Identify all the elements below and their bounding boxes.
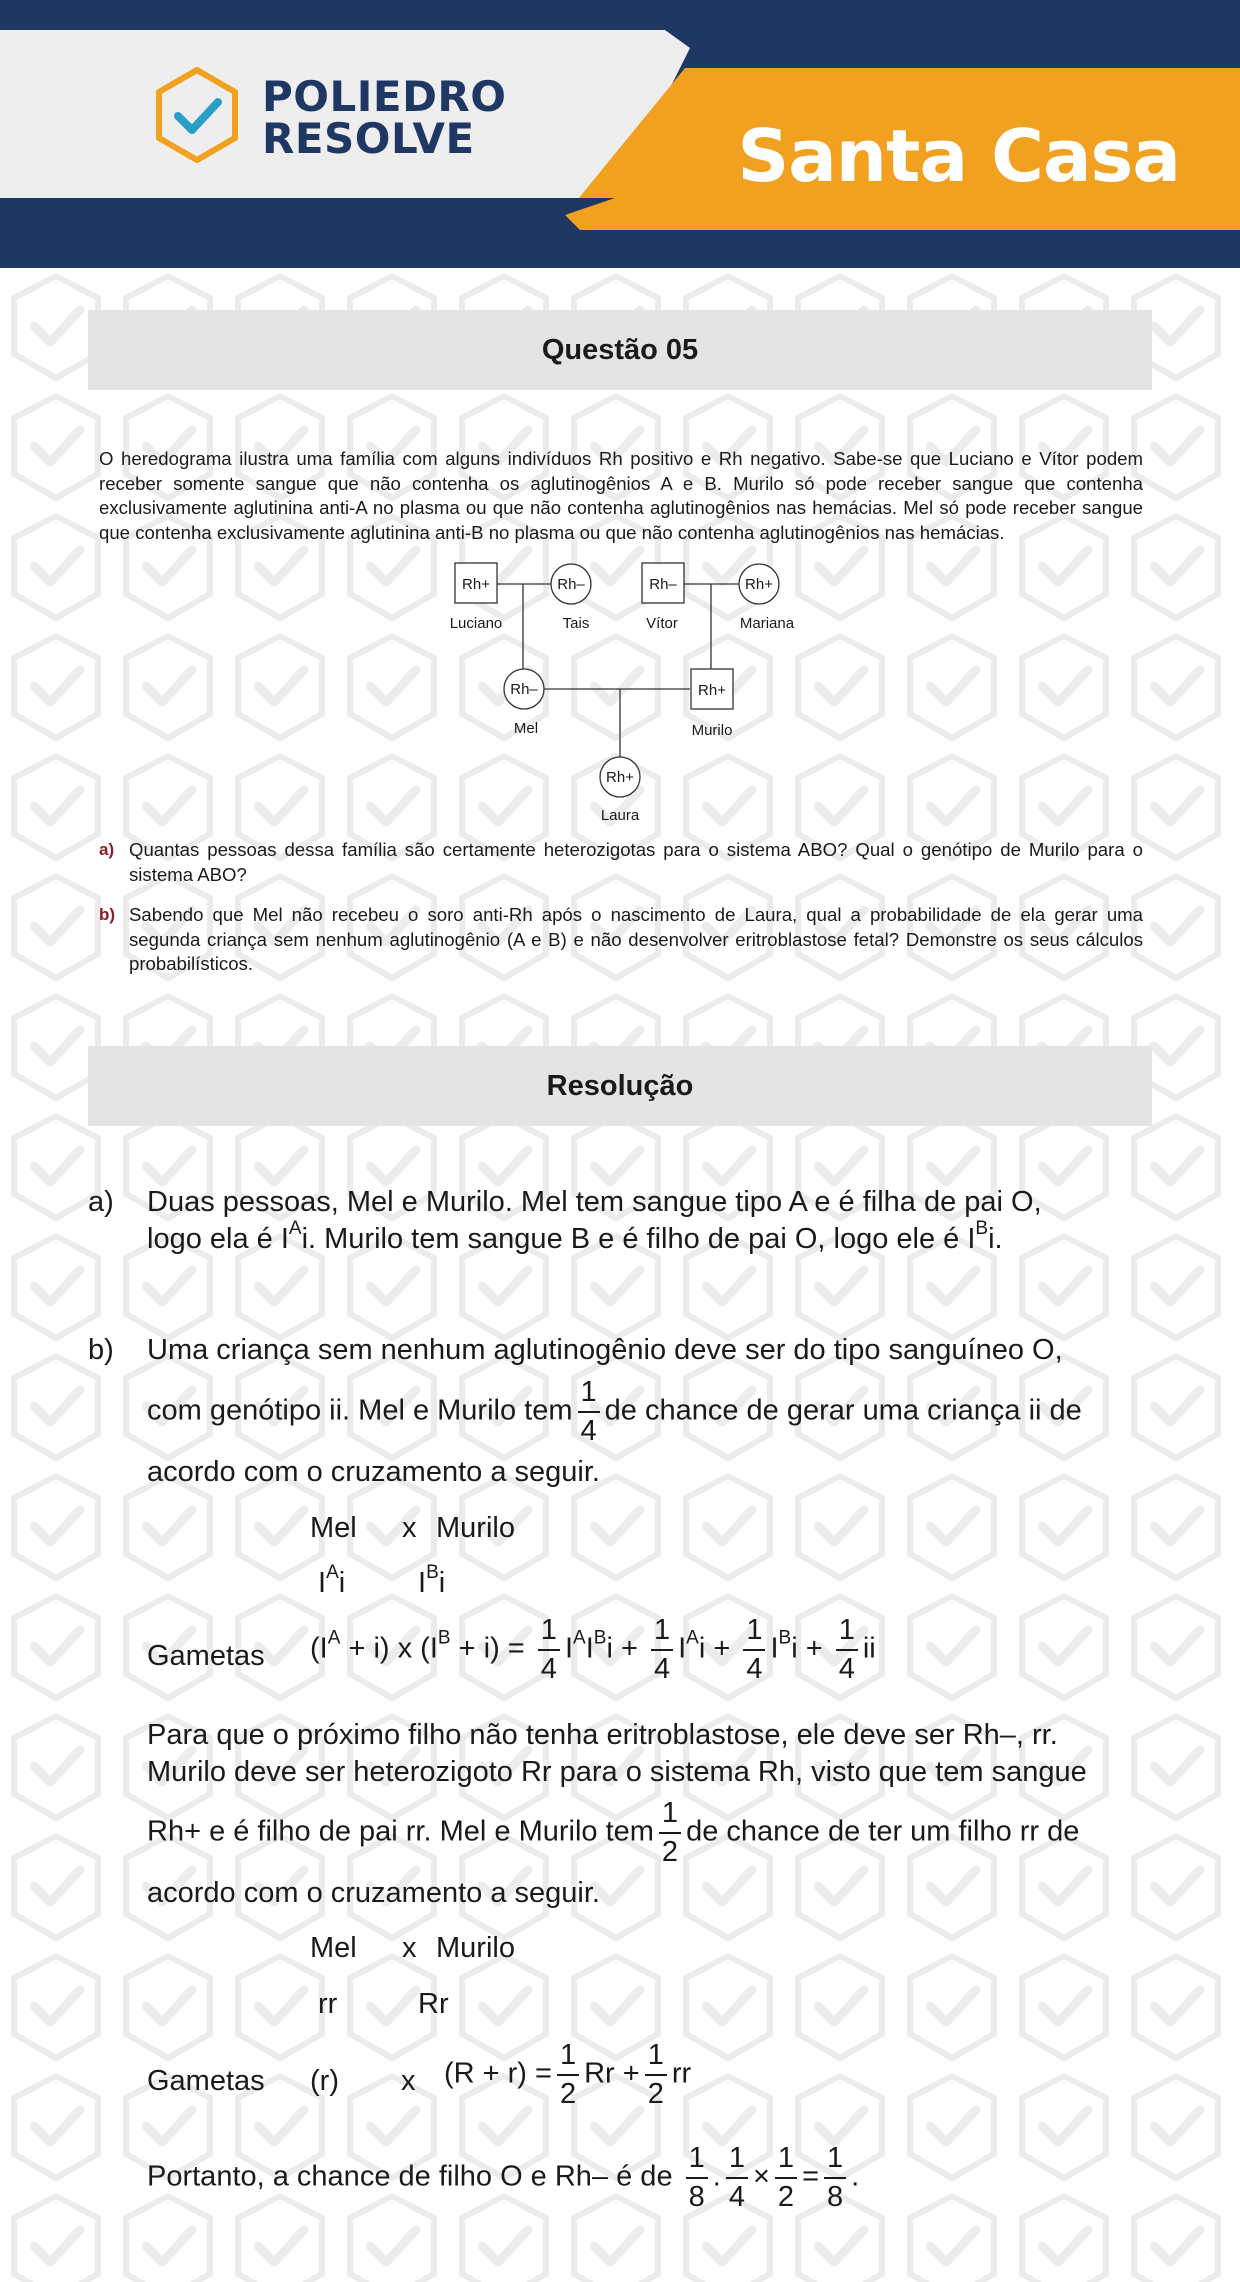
exam-title: Santa Casa [737,114,1180,198]
question-item-a [99,838,1143,887]
person-mariana [739,564,795,632]
rh-paragraph-line1: Para que o próximo filho não tenha eritroblastose, ele deve ser Rh–, rr. [147,1719,1058,1751]
item-label: a) [99,840,115,859]
rh-label: Rh– [510,681,538,698]
answer-a-line1: Duas pessoas, Mel e Murilo. Mel tem sangue tipo A e é filha de pai O, [147,1186,1042,1218]
person-name: Luciano [449,615,503,632]
fraction-1-4: $\frac{1}{4}$ [651,1616,673,1684]
cross1-mel: Mel [310,1512,357,1544]
cross1-x: x [402,1512,417,1544]
question-intro: O heredograma ilustra uma família com alguns indivíduos Rh positivo e Rh negativo. Sabe-se que Luciano e Vítor podem receber somente sangue que não contenha os aglutinogênios A e B. Murilo só pode receber sangue que contenha exclusivamente aglutinina anti-A no plasma ou que não contenha aglutinogênios nas hemácias. Mel só pode receber sangue que contenha exclusivamente aglutinina anti-B no plasma ou que não contenha aglutinogênios nas hemácias. [99,448,1143,543]
rh-label: Rh+ [745,576,773,593]
logo-line2: RESOLVE [262,114,475,163]
cross1-murilo-genotype: $I^Bi$ [418,1562,446,1599]
gametes-label-2: Gametas [147,2065,265,2097]
cross2-mel-genotype: rr [318,1988,338,2020]
resolution-title-bar [88,1046,1152,1126]
item-text: Quantas pessoas dessa família são certamente heterozigotas para o sistema ABO? Qual o genótipo de Murilo para o sistema ABO? [129,839,1143,885]
person-vitor [642,563,684,632]
person-name: Mariana [739,615,795,632]
rh-gamete-mel: (r) [310,2065,339,2097]
answer-b-line2: com genótipo ii. Mel e Murilo tem $\frac{1}{4}$ de chance de gerar uma criança ii de [147,1376,1082,1447]
final-answer: Portanto, a chance de filho O e Rh– é de $\frac{1}{8}$ . $\frac{1}{4}$ × $\frac{1}{2}$ = $\frac{1}{8}$ . [147,2142,860,2213]
answer-b-label: b) [88,1334,114,1366]
rh-gamete-x: x [401,2065,416,2097]
answer-a-line2: logo ela é $I^Ai$. Murilo tem sangue B e é filho de pai O, logo ele é $I^Bi$. [147,1218,1003,1255]
fraction-1-4: $\frac{1}{4}$ [726,2144,748,2212]
rh-paragraph-line2: Murilo deve ser heterozigoto Rr para o sistema Rh, visto que tem sangue [147,1756,1087,1788]
person-name: Murilo [691,722,733,739]
rh-label: Rh– [557,576,585,593]
question-item-b [99,903,1143,977]
cross1-mel-genotype: $I^Ai$ [318,1562,346,1599]
cross2-murilo: Murilo [436,1932,515,1964]
person-name: Tais [562,615,590,632]
fraction-1-2: $\frac{1}{2}$ [645,2041,667,2109]
fraction-1-8: $\frac{1}{8}$ [824,2144,846,2212]
cross2-x: x [402,1932,417,1964]
fraction-1-4: $\frac{1}{4}$ [836,1616,858,1684]
rh-label: Rh+ [698,682,726,699]
answer-b-line1: Uma criança sem nenhum aglutinogênio deve ser do tipo sanguíneo O, [147,1334,1063,1366]
fraction-1-8: $\frac{1}{8}$ [686,2144,708,2212]
logo-line1: POLIEDRO [262,72,507,121]
person-laura [600,757,640,824]
answer-a-label: a) [88,1186,114,1218]
rh-label: Rh+ [606,769,634,786]
fraction-1-4: $\frac{1}{4}$ [538,1616,560,1684]
person-name: Laura [600,807,640,824]
abo-gametes-expression: $(I^A + i)$ x $(I^B + i)$ = $\frac{1}{4}$ $I^AI^Bi$ + $\frac{1}{4}$ $I^Ai$ + $\frac{1}{4}$ $I^Bi$ + $\frac{1}{4}$ ii [310,1614,876,1685]
person-murilo [691,669,733,739]
fraction-1-2: $\frac{1}{2}$ [557,2041,579,2109]
person-luciano [450,563,503,632]
person-name: Mel [513,720,539,737]
gametes-label-1: Gametas [147,1640,265,1672]
fraction-1-2: $\frac{1}{2}$ [659,1799,681,1867]
item-text: Sabendo que Mel não recebeu o soro anti-Rh após o nascimento de Laura, qual a probabilidade de ela gerar uma segunda criança sem nenhum aglutinogênio (A e B) e não desenvolver eritroblastose fetal? Demonstre os seus cálculos probabilísticos. [129,904,1143,974]
cross1-murilo: Murilo [436,1512,515,1544]
person-name: Vítor [646,615,678,632]
cross2-mel: Mel [310,1932,357,1964]
fraction-1-4: $\frac{1}{4}$ [743,1616,765,1684]
question-title-bar [88,310,1152,390]
poliedro-logo-icon [152,66,242,166]
cross2-murilo-genotype: Rr [418,1988,449,2020]
rh-label: Rh– [649,576,677,593]
resolution-title: Resolução [546,1069,694,1102]
item-label: b) [99,905,116,924]
question-title: Questão 05 [541,333,699,366]
rh-paragraph-line4: acordo com o cruzamento a seguir. [147,1877,600,1909]
rh-paragraph-line3: Rh+ e é filho de pai rr. Mel e Murilo tem $\frac{1}{2}$ de chance de ter um filho rr de [147,1797,1080,1868]
fraction-1-4: $\frac{1}{4}$ [578,1378,600,1446]
header-banner [0,0,1240,268]
answer-b-line3: acordo com o cruzamento a seguir. [147,1456,600,1488]
person-mel [504,669,544,737]
fraction-1-2: $\frac{1}{2}$ [775,2144,797,2212]
person-tais [551,564,591,632]
rh-label: Rh+ [462,576,490,593]
rh-gametes-expression: (R + r) = $\frac{1}{2}$ Rr + $\frac{1}{2}$ rr [444,2039,692,2110]
pedigree-chart [440,555,820,830]
